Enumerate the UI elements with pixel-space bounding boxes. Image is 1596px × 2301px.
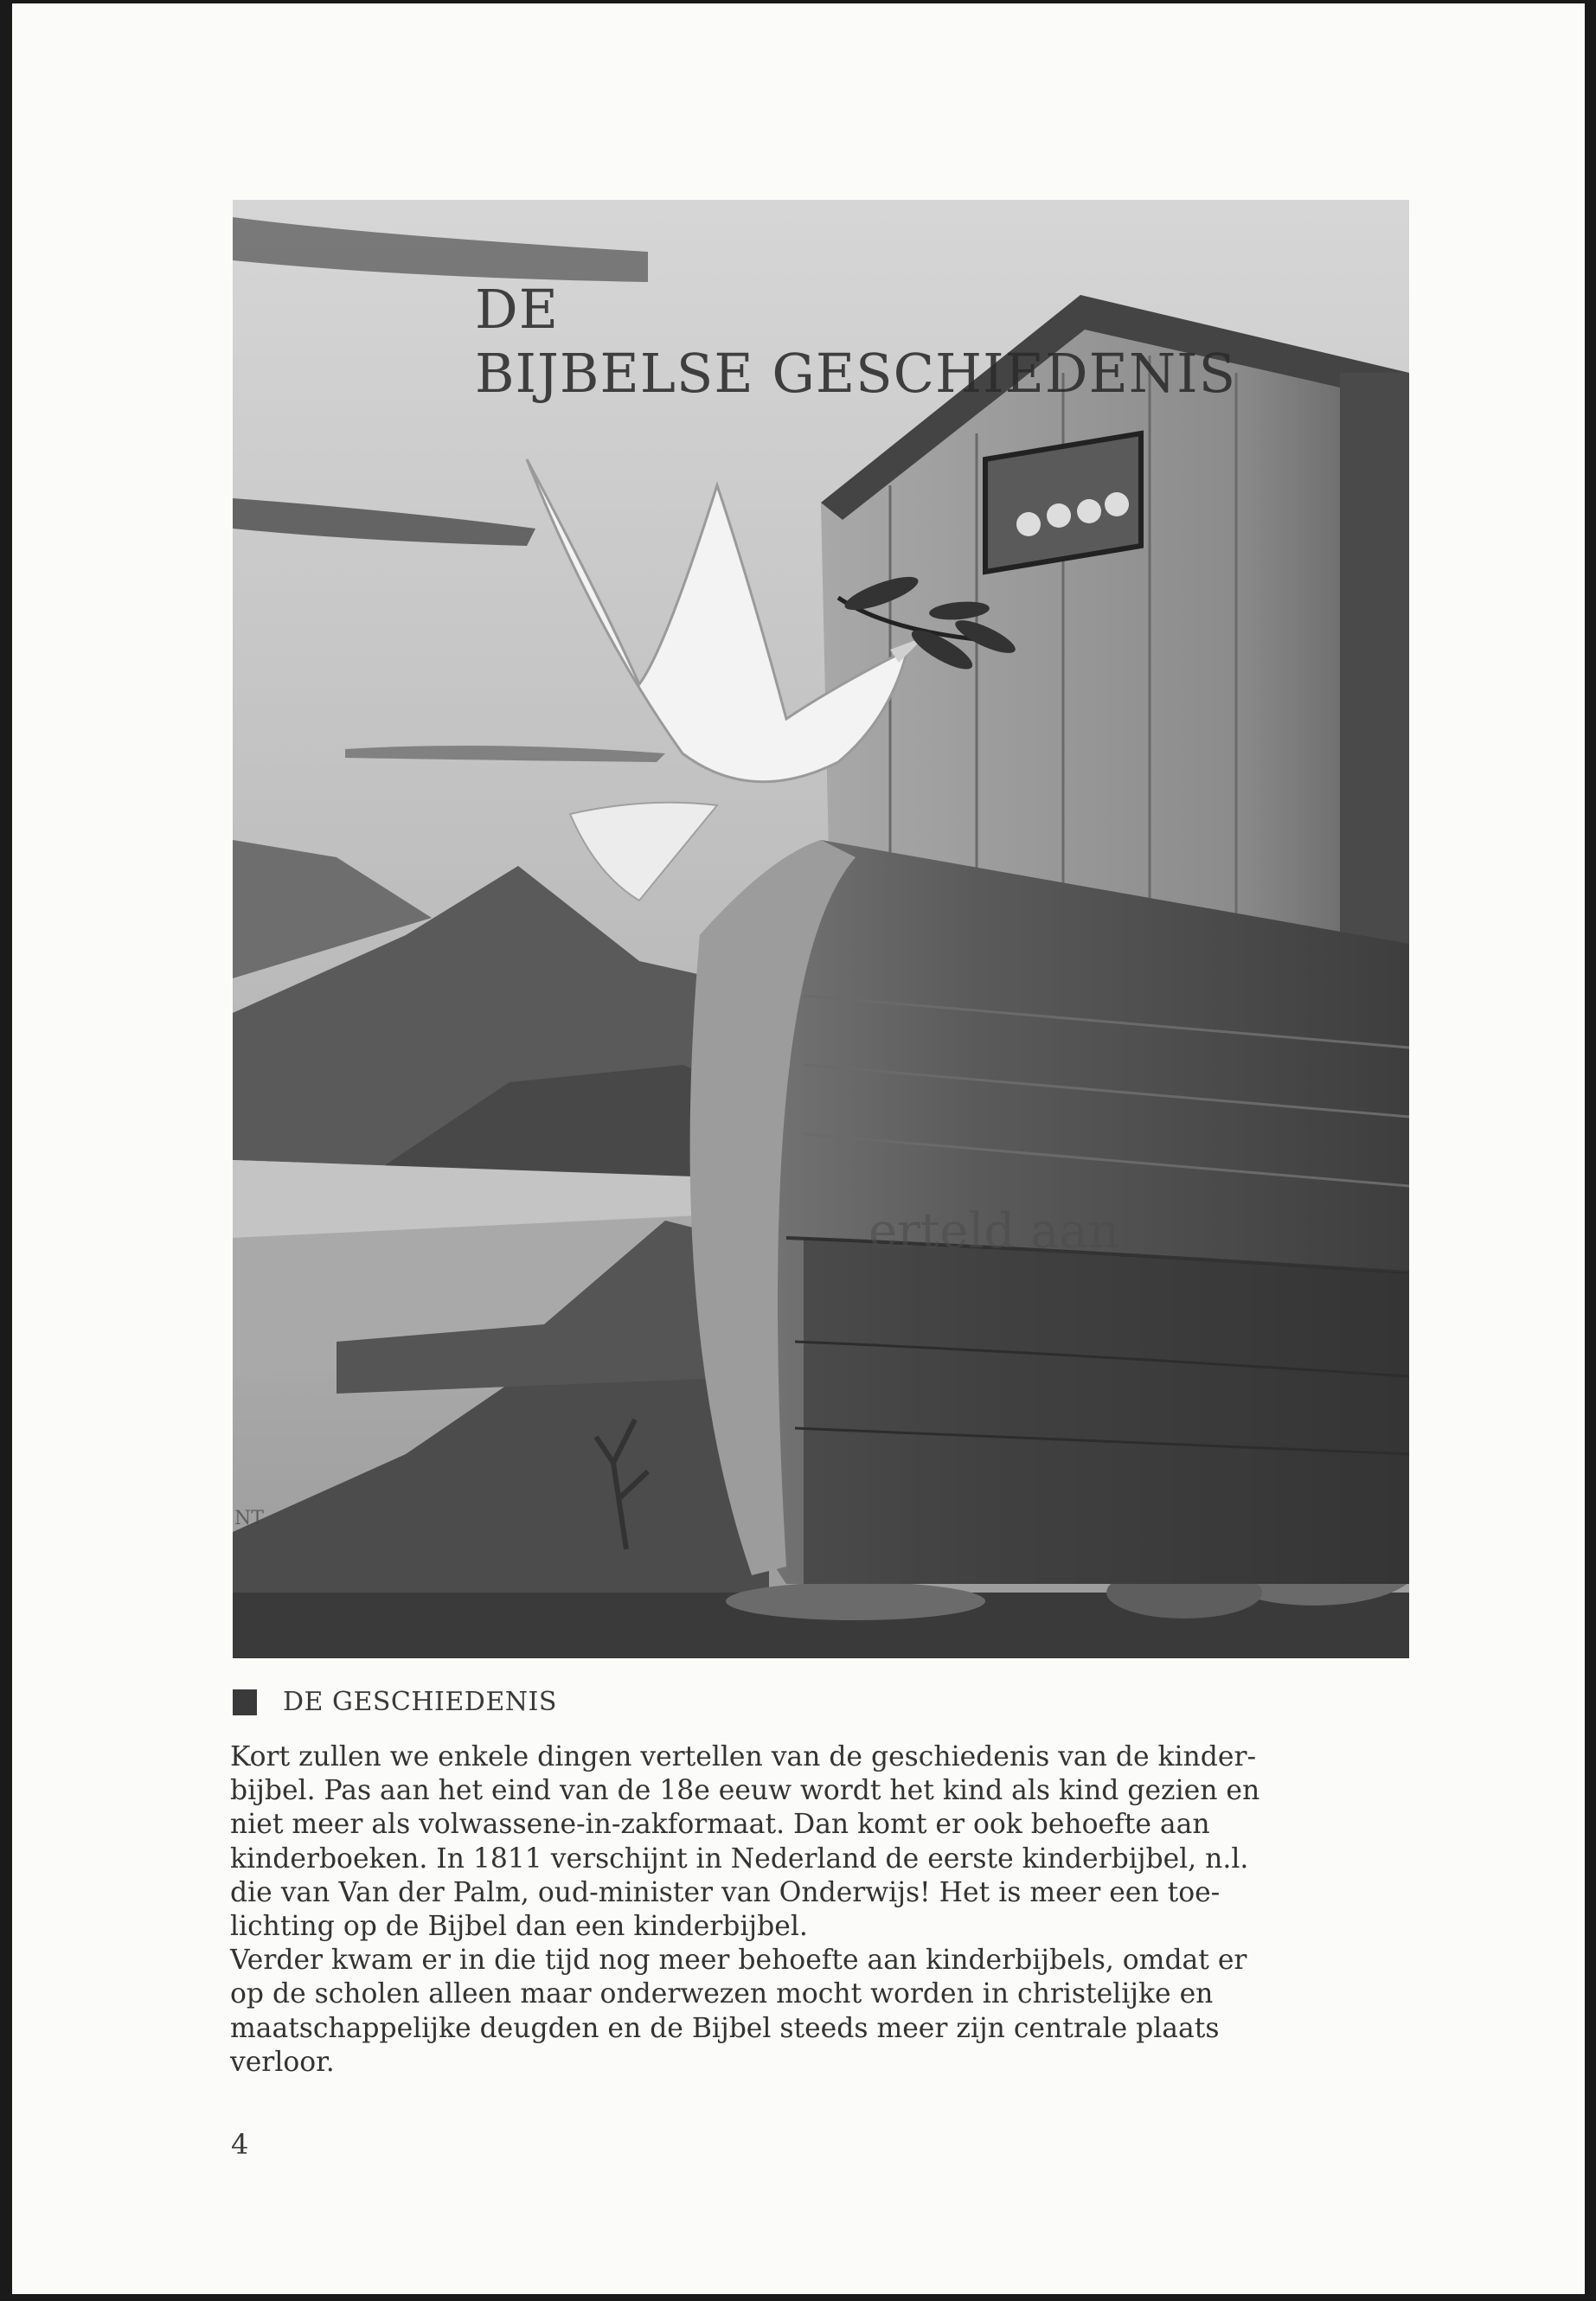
body-line: kinderboeken. In 1811 verschijnt in Nederland de eerste kinderbijbel, n.l. [230, 1843, 1249, 1875]
page [12, 3, 1585, 2294]
section-title: DE GESCHIEDENIS [283, 1687, 557, 1717]
cover-subtitle-fragment: erteld aan [869, 1203, 1119, 1259]
page-number: 4 [231, 2128, 249, 2161]
body-line: niet meer als volwassene-in-zakformaat. Dan komt er ook behoefte aan [230, 1809, 1210, 1841]
body-line: Kort zullen we enkele dingen vertellen van de geschiedenis van de kinder- [230, 1741, 1257, 1772]
cover-title-line-1: DE [475, 278, 559, 341]
square-bullet-icon [233, 1689, 257, 1715]
body-paragraph [230, 1740, 1484, 2080]
body-line: lichting op de Bijbel dan een kinderbijbel. [230, 1911, 808, 1943]
noahs-ark-dove-illustration [233, 200, 1409, 1658]
cover-title [475, 278, 1236, 406]
cover-title-line-2: BIJBELSE GESCHIEDENIS [475, 342, 1237, 405]
body-line: op de scholen alleen maar onderwezen mocht worden in christelijke en [230, 1978, 1214, 2010]
body-line: verloor. [230, 2046, 335, 2078]
cover-corner-fragment: NT [234, 1508, 264, 1529]
body-line: maatschappelijke deugden en de Bijbel steeds meer zijn centrale plaats [230, 2012, 1220, 2044]
section-heading [233, 1687, 557, 1717]
body-line: bijbel. Pas aan het eind van de 18e eeuw wordt het kind als kind gezien en [230, 1775, 1260, 1807]
cover-illustration [233, 200, 1409, 1658]
body-line: Verder kwam er in die tijd nog meer behoefte aan kinderbijbels, omdat er [230, 1945, 1247, 1977]
body-line: die van Van der Palm, oud-minister van Onderwijs! Het is meer een toe- [230, 1876, 1221, 1908]
